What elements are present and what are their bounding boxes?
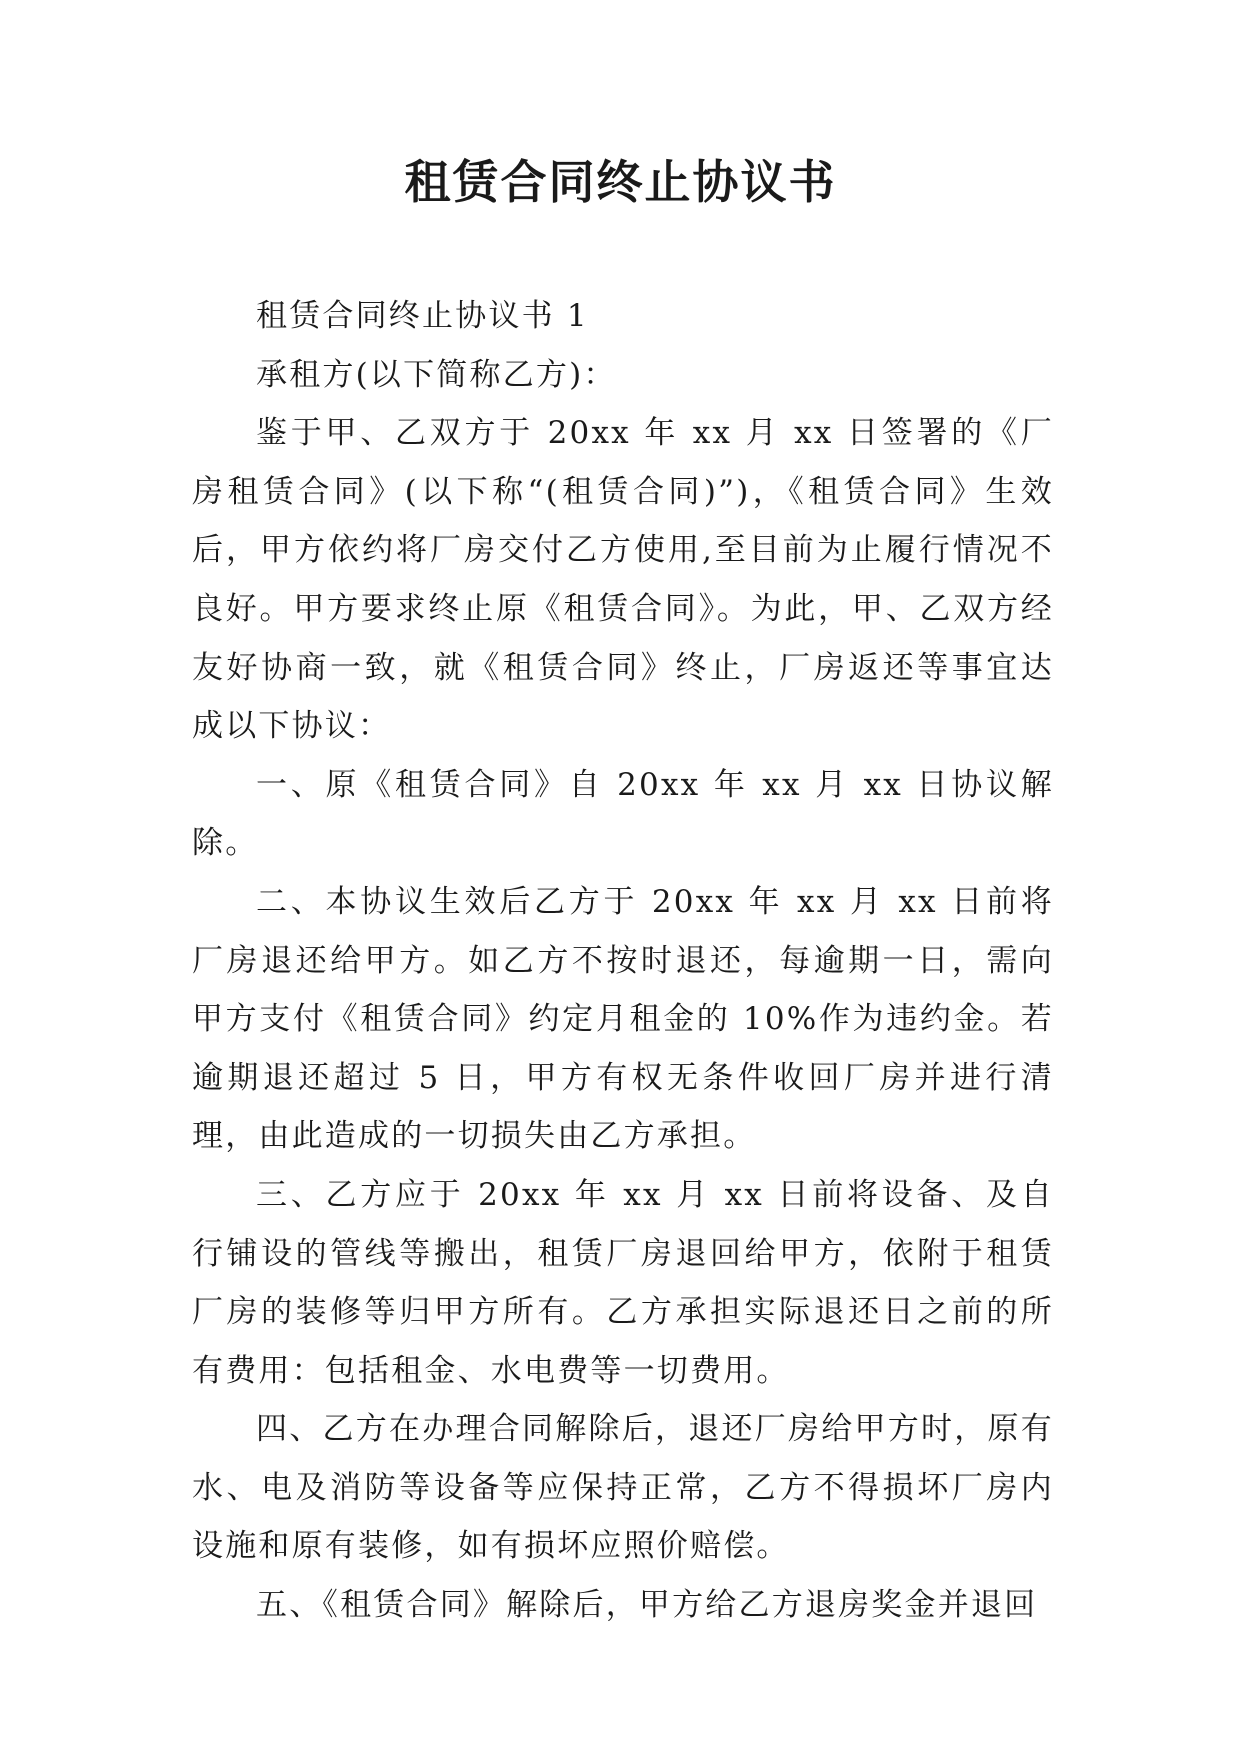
document-body [192, 287, 1054, 1635]
paragraph-lessee: 承租方(以下简称乙方)： [256, 356, 617, 393]
clause-1: 一、原《租赁合同》自 20xx 年 xx 月 xx 日协议解除。 [192, 766, 1054, 862]
clause-5: 五、《租赁合同》解除后，甲方给乙方退房奖金并退回 [256, 1587, 1038, 1624]
clause-3: 三、乙方应于 20xx 年 xx 月 xx 日前将设备、及自行铺设的管线等搬出，租赁厂房退回给甲方，依附于租赁厂房的装修等归甲方所有。乙方承担实际退还日之前的所有费用：包括租金、水电费等一切费用。 [192, 1176, 1054, 1389]
clause-2: 二、本协议生效后乙方于 20xx 年 xx 月 xx 日前将厂房退还给甲方。如乙方不按时退还，每逾期一日，需向甲方支付《租赁合同》约定月租金的 10%作为违约金。若逾期退还超过 5 日，甲方有权无条件收回厂房并进行清理，由此造成的一切损失由乙方承担。 [192, 883, 1054, 1155]
paragraph-heading: 租赁合同终止协议书 1 [256, 298, 589, 334]
paragraph-preamble: 鉴于甲、乙双方于 20xx 年 xx 月 xx 日签署的《厂房租赁合同》(以下称“(租赁合同)”)，《租赁合同》生效后，甲方依约将厂房交付乙方使用,至目前为止履行情况不良好。甲方要求终止原《租赁合同》。为此，甲、乙双方经友好协商一致，就《租赁合同》终止，厂房返还等事宜达成以下协议： [192, 415, 1054, 745]
clause-4: 四、乙方在办理合同解除后，退还厂房给甲方时，原有水、电及消防等设备等应保持正常，乙方不得损坏厂房内设施和原有装修，如有损坏应照价赔偿。 [192, 1411, 1054, 1565]
document-title: 租赁合同终止协议书 [404, 155, 837, 209]
